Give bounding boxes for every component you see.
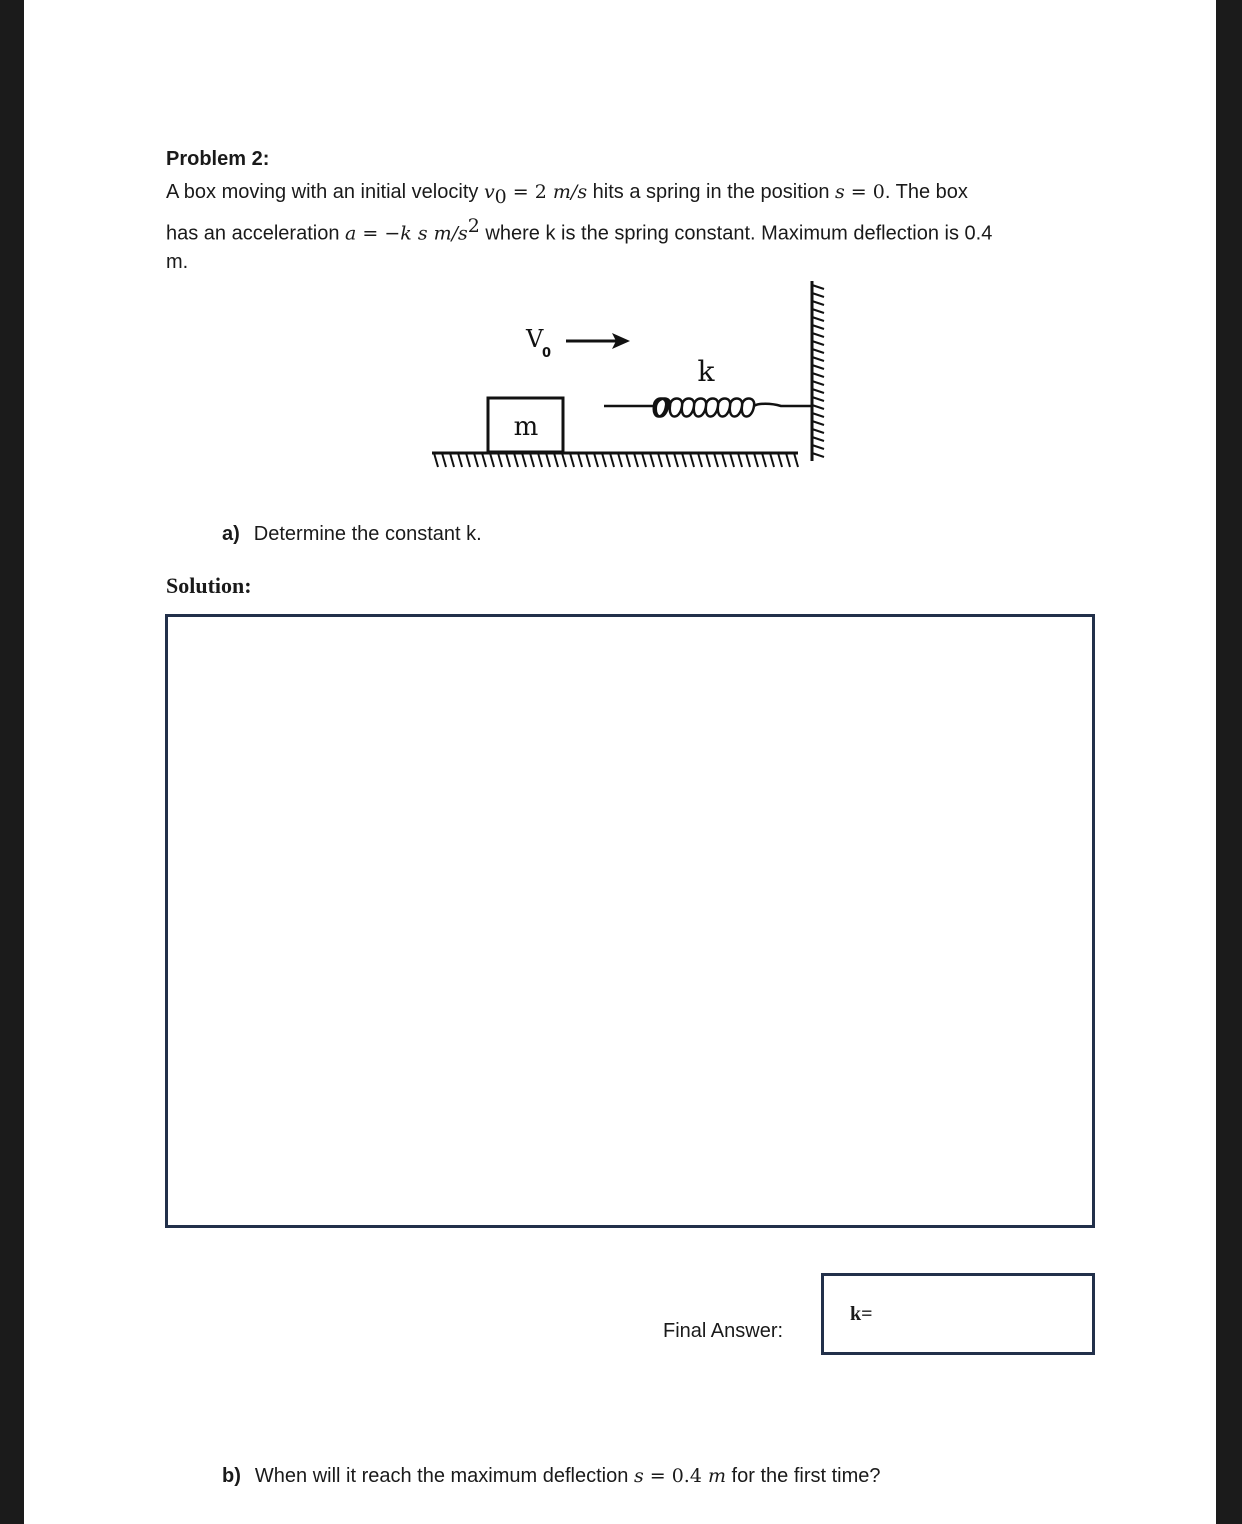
final-answer-text: k= bbox=[850, 1303, 873, 1325]
spring-mass-diagram bbox=[426, 275, 826, 475]
problem-statement-line-1: A box moving with an initial velocity $v_0 = 2$ m/s hits a spring in the position s = 0. The box bbox=[166, 181, 968, 208]
problem-title: Problem 2: bbox=[166, 148, 270, 170]
final-answer-box[interactable] bbox=[821, 1273, 1095, 1355]
mass-label: m bbox=[513, 412, 539, 442]
solution-box[interactable] bbox=[165, 614, 1095, 1228]
problem-statement-line-2: has an acceleration a = −k s $m/s^2$ where k is the spring constant. Maximum deflection is 0.4 bbox=[166, 215, 993, 245]
final-answer-label: Final Answer: bbox=[663, 1320, 784, 1342]
velocity-label: V bbox=[526, 325, 544, 353]
spring-coil bbox=[604, 399, 812, 417]
spring-label: k bbox=[697, 355, 715, 388]
problem-statement-line-3: m. bbox=[166, 251, 189, 273]
part-b-question: b) When will it reach the maximum deflection s = 0.4 m for the first time? bbox=[222, 1465, 881, 1487]
velocity-subscript: 0 bbox=[542, 346, 552, 361]
wall-hatch bbox=[812, 285, 824, 457]
solution-label: Solution: bbox=[166, 573, 252, 598]
ground-hatch bbox=[434, 453, 798, 467]
part-a-question: a) Determine the constant k. bbox=[222, 523, 482, 545]
document-page bbox=[24, 0, 1216, 1524]
